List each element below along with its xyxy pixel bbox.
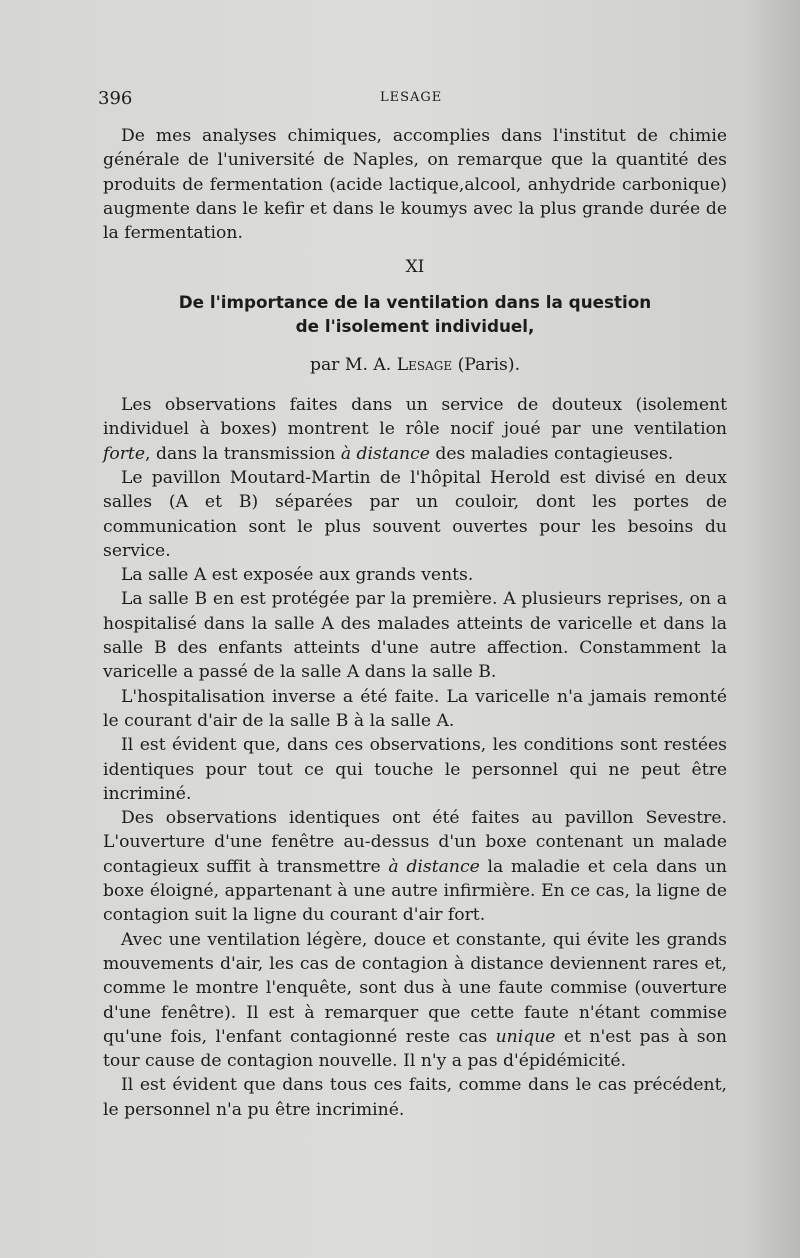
byline-author: Lesage — [396, 354, 453, 375]
paragraph-6: Il est évident que, dans ces observations, les conditions sont restées identiques pour tout ce qui touche le personnel qui ne peut être incriminé. — [103, 735, 727, 804]
paragraph-8 — [103, 928, 727, 1074]
paragraph-1-text-a: Les observations faites dans un service de douteux (isolement individuel à boxes) montrent le rôle nocif joué par une ventilation — [103, 395, 727, 440]
paragraph-8-text-a: Avec une ventilation légère, douce et constante, qui évite les grands mouvements d'air, les cas de contagion à distance deviennent rares et, comme le montre l'enquête, sont dus à une faute commise (ouverture d'une fenêtre). Il est à remarquer que cette faute n'étant commise qu'une fois, l'enfant contagionné reste cas — [103, 929, 727, 1047]
paragraph-1 — [103, 393, 727, 466]
running-head: LESAGE — [380, 90, 443, 105]
paragraph-1-emphasis-1: forte — [103, 443, 146, 464]
section-title-line-1: De l'importance de la ventilation dans la question — [178, 291, 652, 312]
paragraph-4: La salle B en est protégée par la première. A plusieurs reprises, on a hospitalisé dans la salle A des malades atteints de varicelle et dans la salle B des enfants atteints d'une autre affection. Constamment la varicelle a passé de la salle A dans la salle B. — [103, 589, 727, 683]
paragraph-3: La salle A est exposée aux grands vents. — [121, 565, 474, 586]
paragraph-7-emphasis: à distance — [388, 856, 480, 877]
paragraph-2: Le pavillon Moutard-Martin de l'hôpital Herold est divisé en deux salles (A et B) séparées par un couloir, dont les portes de communication sont le plus souvent ouvertes pour les besoins du service. — [103, 467, 727, 561]
page-header — [98, 88, 728, 112]
paragraph-5: L'hospitalisation inverse a été faite. La varicelle n'a jamais remonté le courant d'air de la salle B à la salle A. — [103, 686, 727, 731]
byline — [103, 353, 727, 377]
paragraph-8-text-b: et n'est pas à son tour cause de contagion nouvelle. Il n'y a pas d'épidémicité. — [103, 1026, 727, 1072]
section-number: XI — [405, 257, 425, 278]
paragraph-1-text-c: des maladies contagieuses. — [429, 443, 674, 464]
paragraph-8-emphasis: unique — [495, 1026, 556, 1047]
section-title — [103, 290, 727, 338]
paragraph-7 — [103, 806, 727, 927]
paragraph-9: Il est évident que dans tous ces faits, comme dans le cas précédent, le personnel n'a pu être incriminé. — [103, 1075, 727, 1120]
page-number: 396 — [98, 88, 133, 109]
intro-paragraph: De mes analyses chimiques, accomplies dans l'institut de chimie générale de l'université de Naples, on remarque que la quantité des produits de fermentation (acide lactique,alcool, anhydride carbonique) augmente dans le kefir et dans le koumys avec la plus grande durée de la fermentation. — [103, 126, 727, 244]
paragraph-7-text-a: Des observations identiques ont été faites au pavillon Sevestre. L'ouverture d'une fenêtre au-dessus d'un boxe contenant un malade contagieux suffit à transmettre — [103, 808, 727, 877]
paragraph-7-text-b: la maladie et cela dans un boxe éloigné, appartenant à une autre infirmière. En ce cas, la ligne de contagion suit la ligne du courant d'air fort. — [103, 856, 727, 926]
section-title-line-2: de l'isolement individuel, — [295, 315, 535, 336]
paragraph-1-emphasis-2: à distance — [340, 443, 430, 464]
byline-suffix: (Paris). — [452, 354, 521, 375]
paragraph-1-text-b: , dans la transmission — [145, 443, 341, 464]
byline-prefix: par M. A. — [309, 354, 397, 375]
body-text — [103, 124, 727, 1122]
